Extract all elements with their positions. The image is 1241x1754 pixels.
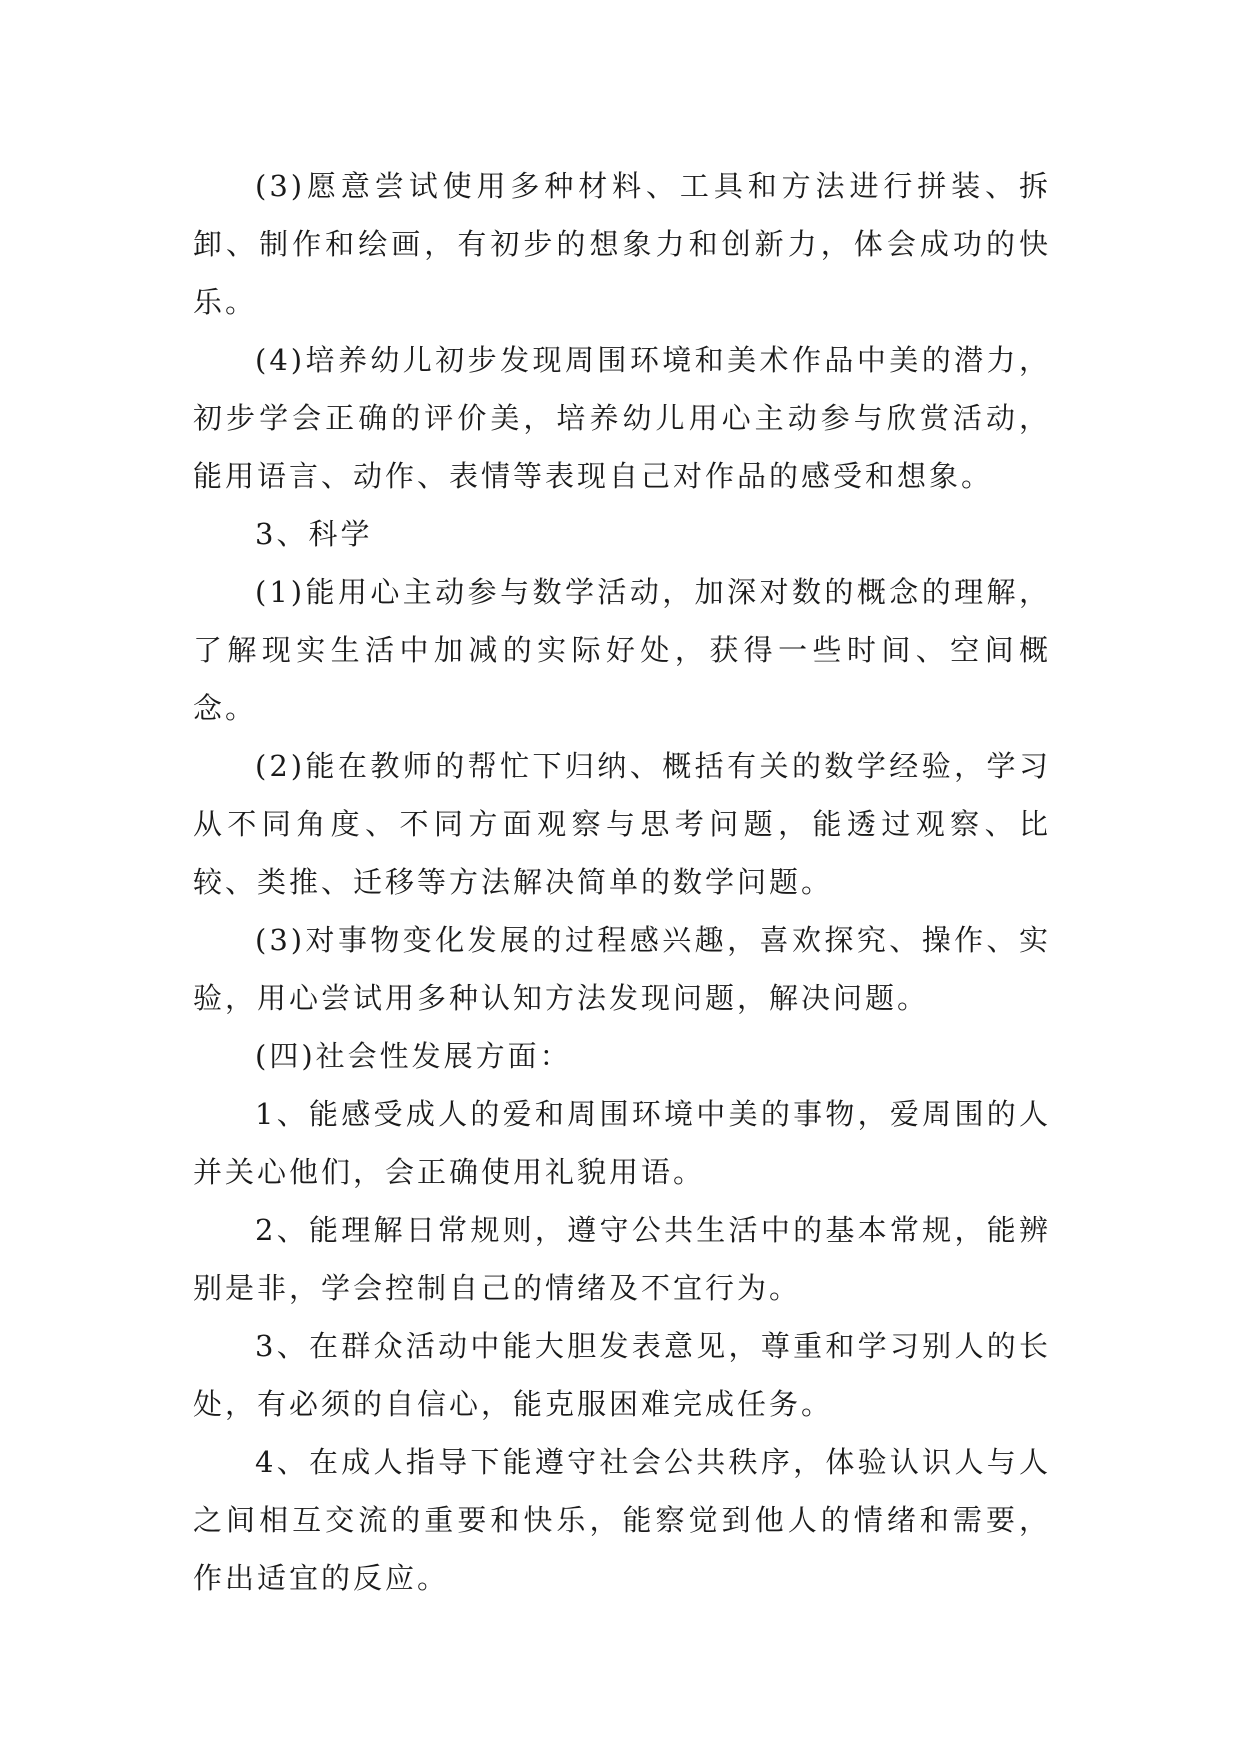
paragraph-science-goal-3: (3)对事物变化发展的过程感兴趣，喜欢探究、操作、实验，用心尝试用多种认知方法发现问题，解决问题。 xyxy=(193,923,1051,1015)
document-body xyxy=(193,157,1051,1607)
paragraph-art-goal-4: (4)培养幼儿初步发现周围环境和美术作品中美的潜力，初步学会正确的评价美，培养幼儿用心主动参与欣赏活动，能用语言、动作、表情等表现自己对作品的感受和想象。 xyxy=(193,343,1051,493)
paragraph-science-goal-2: (2)能在教师的帮忙下归纳、概括有关的数学经验，学习从不同角度、不同方面观察与思考问题，能透过观察、比较、类推、迁移等方法解决简单的数学问题。 xyxy=(193,749,1051,899)
section-heading-science: 3、科学 xyxy=(255,517,373,551)
paragraph-social-goal-1: 1、能感受成人的爱和周围环境中美的事物，爱周围的人并关心他们，会正确使用礼貌用语。 xyxy=(193,1097,1051,1189)
paragraph-social-goal-3: 3、在群众活动中能大胆发表意见，尊重和学习别人的长处，有必须的自信心，能克服困难完成任务。 xyxy=(193,1329,1051,1421)
paragraph-art-goal-3: (3)愿意尝试使用多种材料、工具和方法进行拼装、拆卸、制作和绘画，有初步的想象力和创新力，体会成功的快乐。 xyxy=(193,169,1051,319)
paragraph-social-goal-2: 2、能理解日常规则，遵守公共生活中的基本常规，能辨别是非，学会控制自己的情绪及不宜行为。 xyxy=(193,1213,1051,1305)
paragraph-science-goal-1: (1)能用心主动参与数学活动，加深对数的概念的理解，了解现实生活中加减的实际好处，获得一些时间、空间概念。 xyxy=(193,575,1051,725)
paragraph-social-goal-4: 4、在成人指导下能遵守社会公共秩序，体验认识人与人之间相互交流的重要和快乐，能察觉到他人的情绪和需要，作出适宜的反应。 xyxy=(193,1445,1051,1595)
section-heading-social: (四)社会性发展方面： xyxy=(255,1039,572,1073)
